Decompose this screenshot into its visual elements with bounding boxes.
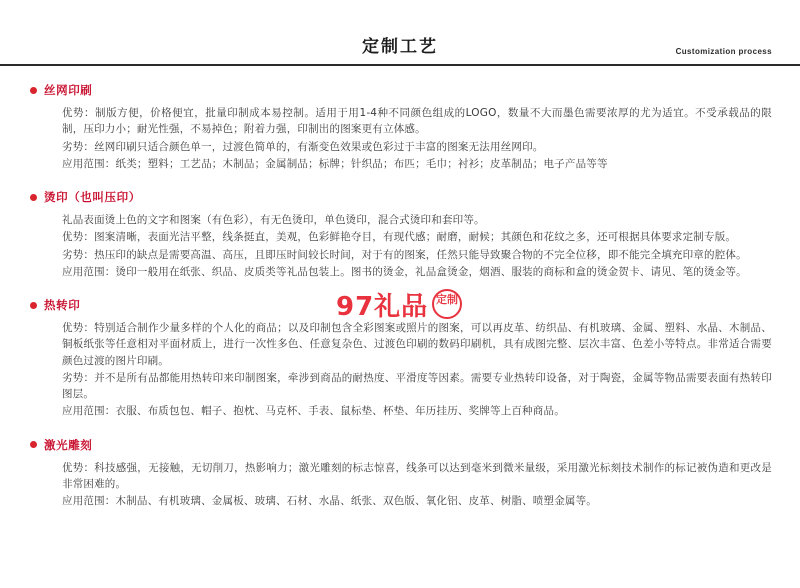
section-paragraph: 劣势：丝网印刷只适合颜色单一，过渡色简单的，有渐变色效果或色彩过于丰富的图案无法用丝网印。 <box>62 140 544 153</box>
watermark-badge: 定制 <box>432 289 462 319</box>
sections-container <box>28 66 772 510</box>
section-hot-stamping <box>28 189 772 280</box>
document-header <box>28 0 772 66</box>
section-paragraph: 应用范围：衣服、布质包包、帽子、抱枕、马克杯、手表、鼠标垫、杯垫、年历挂历、奖牌等上百种商品。 <box>62 405 565 418</box>
bullet-dot-icon <box>30 194 37 201</box>
section-title: 热转印 <box>44 298 81 313</box>
section-paragraph: 劣势：热压印的缺点是需要高温、高压，且即压时间较长时间，对于有的图案，任然只能导致聚合物的不完全位移，即不能完全填充印章的腔体。 <box>62 248 747 261</box>
section-heat-transfer <box>28 297 772 420</box>
section-heading <box>28 82 772 98</box>
section-paragraph: 优势：科技感强，无接触，无切削刀，热影响力；激光雕刻的标志惊喜，线条可以达到毫米到微米量级，采用激光标刻技术制作的标记被伪造和更改是非常困难的。 <box>62 461 772 490</box>
header-divider <box>0 64 800 66</box>
section-paragraph: 优势：特别适合制作少量多样的个人化的商品；以及印制包含全彩图案或照片的图案，可以再皮革、纺织品、有机玻璃、金属、塑料、水晶、木制品、铜板纸张等任意相对平面材质上，进行一次性多色、任意复杂色、过渡色印刷的数码印刷机，具有成图完整、层次丰富、色差小等特点。非常适合需要颜色过渡的图片印刷。 <box>62 322 772 367</box>
bullet-dot-icon <box>30 441 37 448</box>
section-paragraph: 劣势：并不是所有品都能用热转印来印制图案，牵涉到商品的耐热度、平滑度等因素。需要专业热转印设备，对于陶瓷，金属等物品需要表面有热转印图层。 <box>62 371 772 401</box>
section-title: 烫印（也叫压印） <box>44 190 141 205</box>
section-heading <box>28 437 772 453</box>
section-laser-engraving <box>28 437 772 510</box>
section-heading <box>28 297 772 313</box>
bullet-dot-icon <box>30 87 37 94</box>
watermark-text: 97礼品 <box>336 292 429 322</box>
section-paragraph: 应用范围：烫印一般用在纸张、织品、皮质类等礼品包装上。图书的烫金，礼品盒烫金，烟酒、服装的商标和盒的烫金贺卡、请见、笔的烫金等。 <box>62 265 747 278</box>
section-title: 丝网印刷 <box>44 83 93 97</box>
section-paragraph: 应用范围：木制品、有机玻璃、金属板、玻璃、石材、水晶、纸张、双色版、氧化铝、皮革、树脂、喷塑金属等。 <box>62 495 597 508</box>
section-title: 激光雕刻 <box>44 437 93 452</box>
section-heading <box>28 189 772 205</box>
page-subtitle: Customization process <box>675 47 772 56</box>
page-title: 定制工艺 <box>362 37 438 57</box>
section-paragraph: 礼品表面烫上色的文字和图案（有色彩），有无色烫印，单色烫印，混合式烫印和套印等。 <box>62 214 485 227</box>
bullet-dot-icon <box>30 302 37 309</box>
section-paragraph: 优势：图案清晰，表面光洁平整，线条挺直，美观，色彩鲜艳夺目，有现代感；耐磨，耐候；其颜色和花纹之多，还可根据具体要求定制专版。 <box>62 231 737 244</box>
section-paragraph: 应用范围：纸类；塑料；工艺品；木制品；金属制品；标牌；针织品；布匹；毛巾；衬衫；皮革制品；电子产品等等 <box>62 157 608 170</box>
section-silkscreen <box>28 82 772 172</box>
section-paragraph: 优势：制版方便，价格便宜，批量印制成本易控制。适用于用1-4种不同颜色组成的LOGO，数量不大而墨色需要浓厚的尤为适宜。不受承载品的限制，压印力小；耐光性强，不易掉色；附着力强，印制出的图案更有立体感。 <box>62 107 772 136</box>
